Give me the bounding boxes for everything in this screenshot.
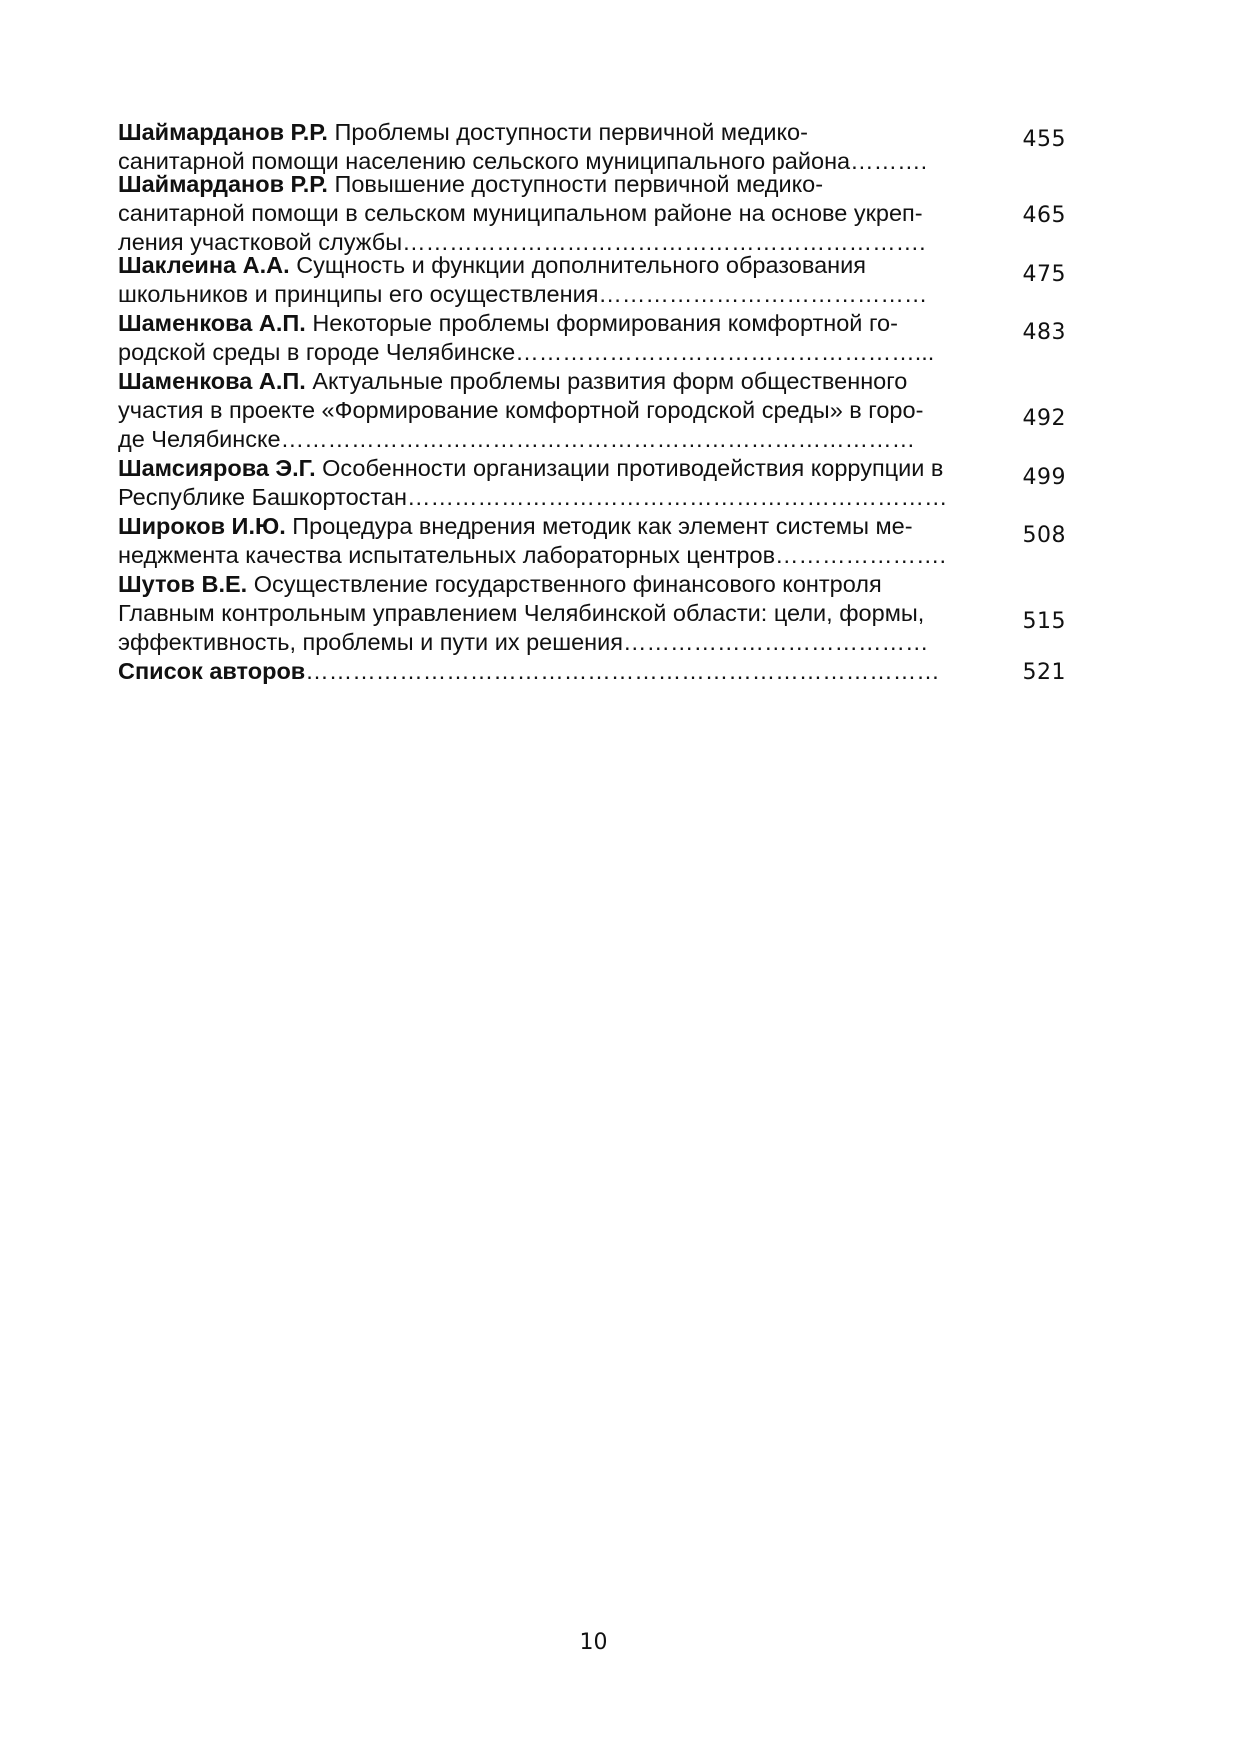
toc-entry-title: Повышение доступности первичной медико- (334, 171, 824, 197)
toc-entry-page[interactable]: 521 (1022, 660, 1066, 685)
toc-entry-text (118, 118, 994, 176)
toc-entry-line: санитарной помощи населению сельского муниципального района………. (118, 148, 928, 174)
toc-entry-line: родской среды в городе Челябинске……………………………………………... (118, 339, 935, 365)
toc-entry[interactable] (118, 170, 1066, 255)
toc-entry[interactable] (118, 657, 1066, 689)
toc-entry-line: ления участковой службы…………………………………………………………. (118, 229, 926, 255)
toc-entry-text (118, 367, 994, 454)
toc-entry-line: участия в проекте «Формирование комфортной городской среды» в горо- (118, 397, 924, 423)
toc-entry-text (118, 309, 994, 367)
toc-entry-author: Список авторов (118, 658, 306, 684)
toc-entry-page[interactable]: 508 (1022, 523, 1066, 548)
toc-entry[interactable] (118, 251, 1066, 309)
toc-entry-title: Проблемы доступности первичной медико- (334, 119, 808, 145)
toc-entry-title: Осуществление государственного финансового контроля (253, 571, 882, 597)
toc-entry-page[interactable]: 492 (1022, 406, 1066, 431)
toc-entry-title: Актуальные проблемы развития форм общественного (312, 368, 908, 394)
toc-entry-page[interactable]: 465 (1022, 203, 1066, 228)
toc-entry-line: школьников и принципы его осуществления…………………………………… (118, 281, 928, 307)
toc-entry-author: Шаменкова А.П. (118, 368, 306, 394)
toc-entry-page[interactable]: 499 (1022, 465, 1066, 490)
toc-entry-author: Шаймарданов Р.Р. (118, 171, 328, 197)
toc-entry[interactable] (118, 309, 1066, 367)
toc-entry-title: Особенности организации противодействия коррупции в (322, 455, 944, 481)
toc-entry-page[interactable]: 515 (1022, 609, 1066, 634)
toc-entry-author: Шаменкова А.П. (118, 310, 306, 336)
table-of-contents (118, 118, 1066, 689)
toc-entry-page[interactable]: 483 (1022, 320, 1066, 345)
toc-entry-author: Шамсиярова Э.Г. (118, 455, 316, 481)
toc-entry-text (118, 170, 994, 257)
toc-entry-author: Шаклеина А.А. (118, 252, 290, 278)
toc-entry-page[interactable]: 455 (1022, 127, 1066, 152)
toc-entry-line: Республике Башкортостан…………………………………………………………… (118, 484, 948, 510)
toc-entry-line: Главным контрольным управлением Челябинской области: цели, формы, (118, 600, 925, 626)
toc-entry-title: Некоторые проблемы формирования комфортной го- (312, 310, 898, 336)
toc-entry[interactable] (118, 454, 1066, 512)
toc-entry-title: Процедура внедрения методик как элемент системы ме- (292, 513, 913, 539)
toc-entry[interactable] (118, 570, 1066, 657)
toc-entry[interactable] (118, 367, 1066, 454)
page-number: 10 (579, 1630, 608, 1655)
toc-entry-author: Шутов В.Е. (118, 571, 248, 597)
toc-entry-page[interactable]: 475 (1022, 262, 1066, 287)
toc-entry-text (118, 657, 994, 686)
toc-entry-text (118, 454, 994, 512)
toc-entry-line: ……………………………………………………………………… (305, 658, 940, 684)
toc-entry-text (118, 570, 994, 657)
toc-entry[interactable] (118, 118, 1066, 174)
toc-entry-author: Широков И.Ю. (118, 513, 286, 539)
toc-entry-line: де Челябинске……………………………………………………………………… (118, 426, 916, 452)
toc-entry-text (118, 512, 994, 570)
toc-entry-author: Шаймарданов Р.Р. (118, 119, 328, 145)
toc-entry-line: неджмента качества испытательных лабораторных центров…………………. (118, 542, 947, 568)
toc-entry-line: эффективность, проблемы и пути их решения………………………………… (118, 629, 929, 655)
toc-entry-line: санитарной помощи в сельском муниципальном районе на основе укреп- (118, 200, 923, 226)
toc-entry-text (118, 251, 994, 309)
toc-entry[interactable] (118, 512, 1066, 570)
toc-entry-title: Сущность и функции дополнительного образования (296, 252, 866, 278)
